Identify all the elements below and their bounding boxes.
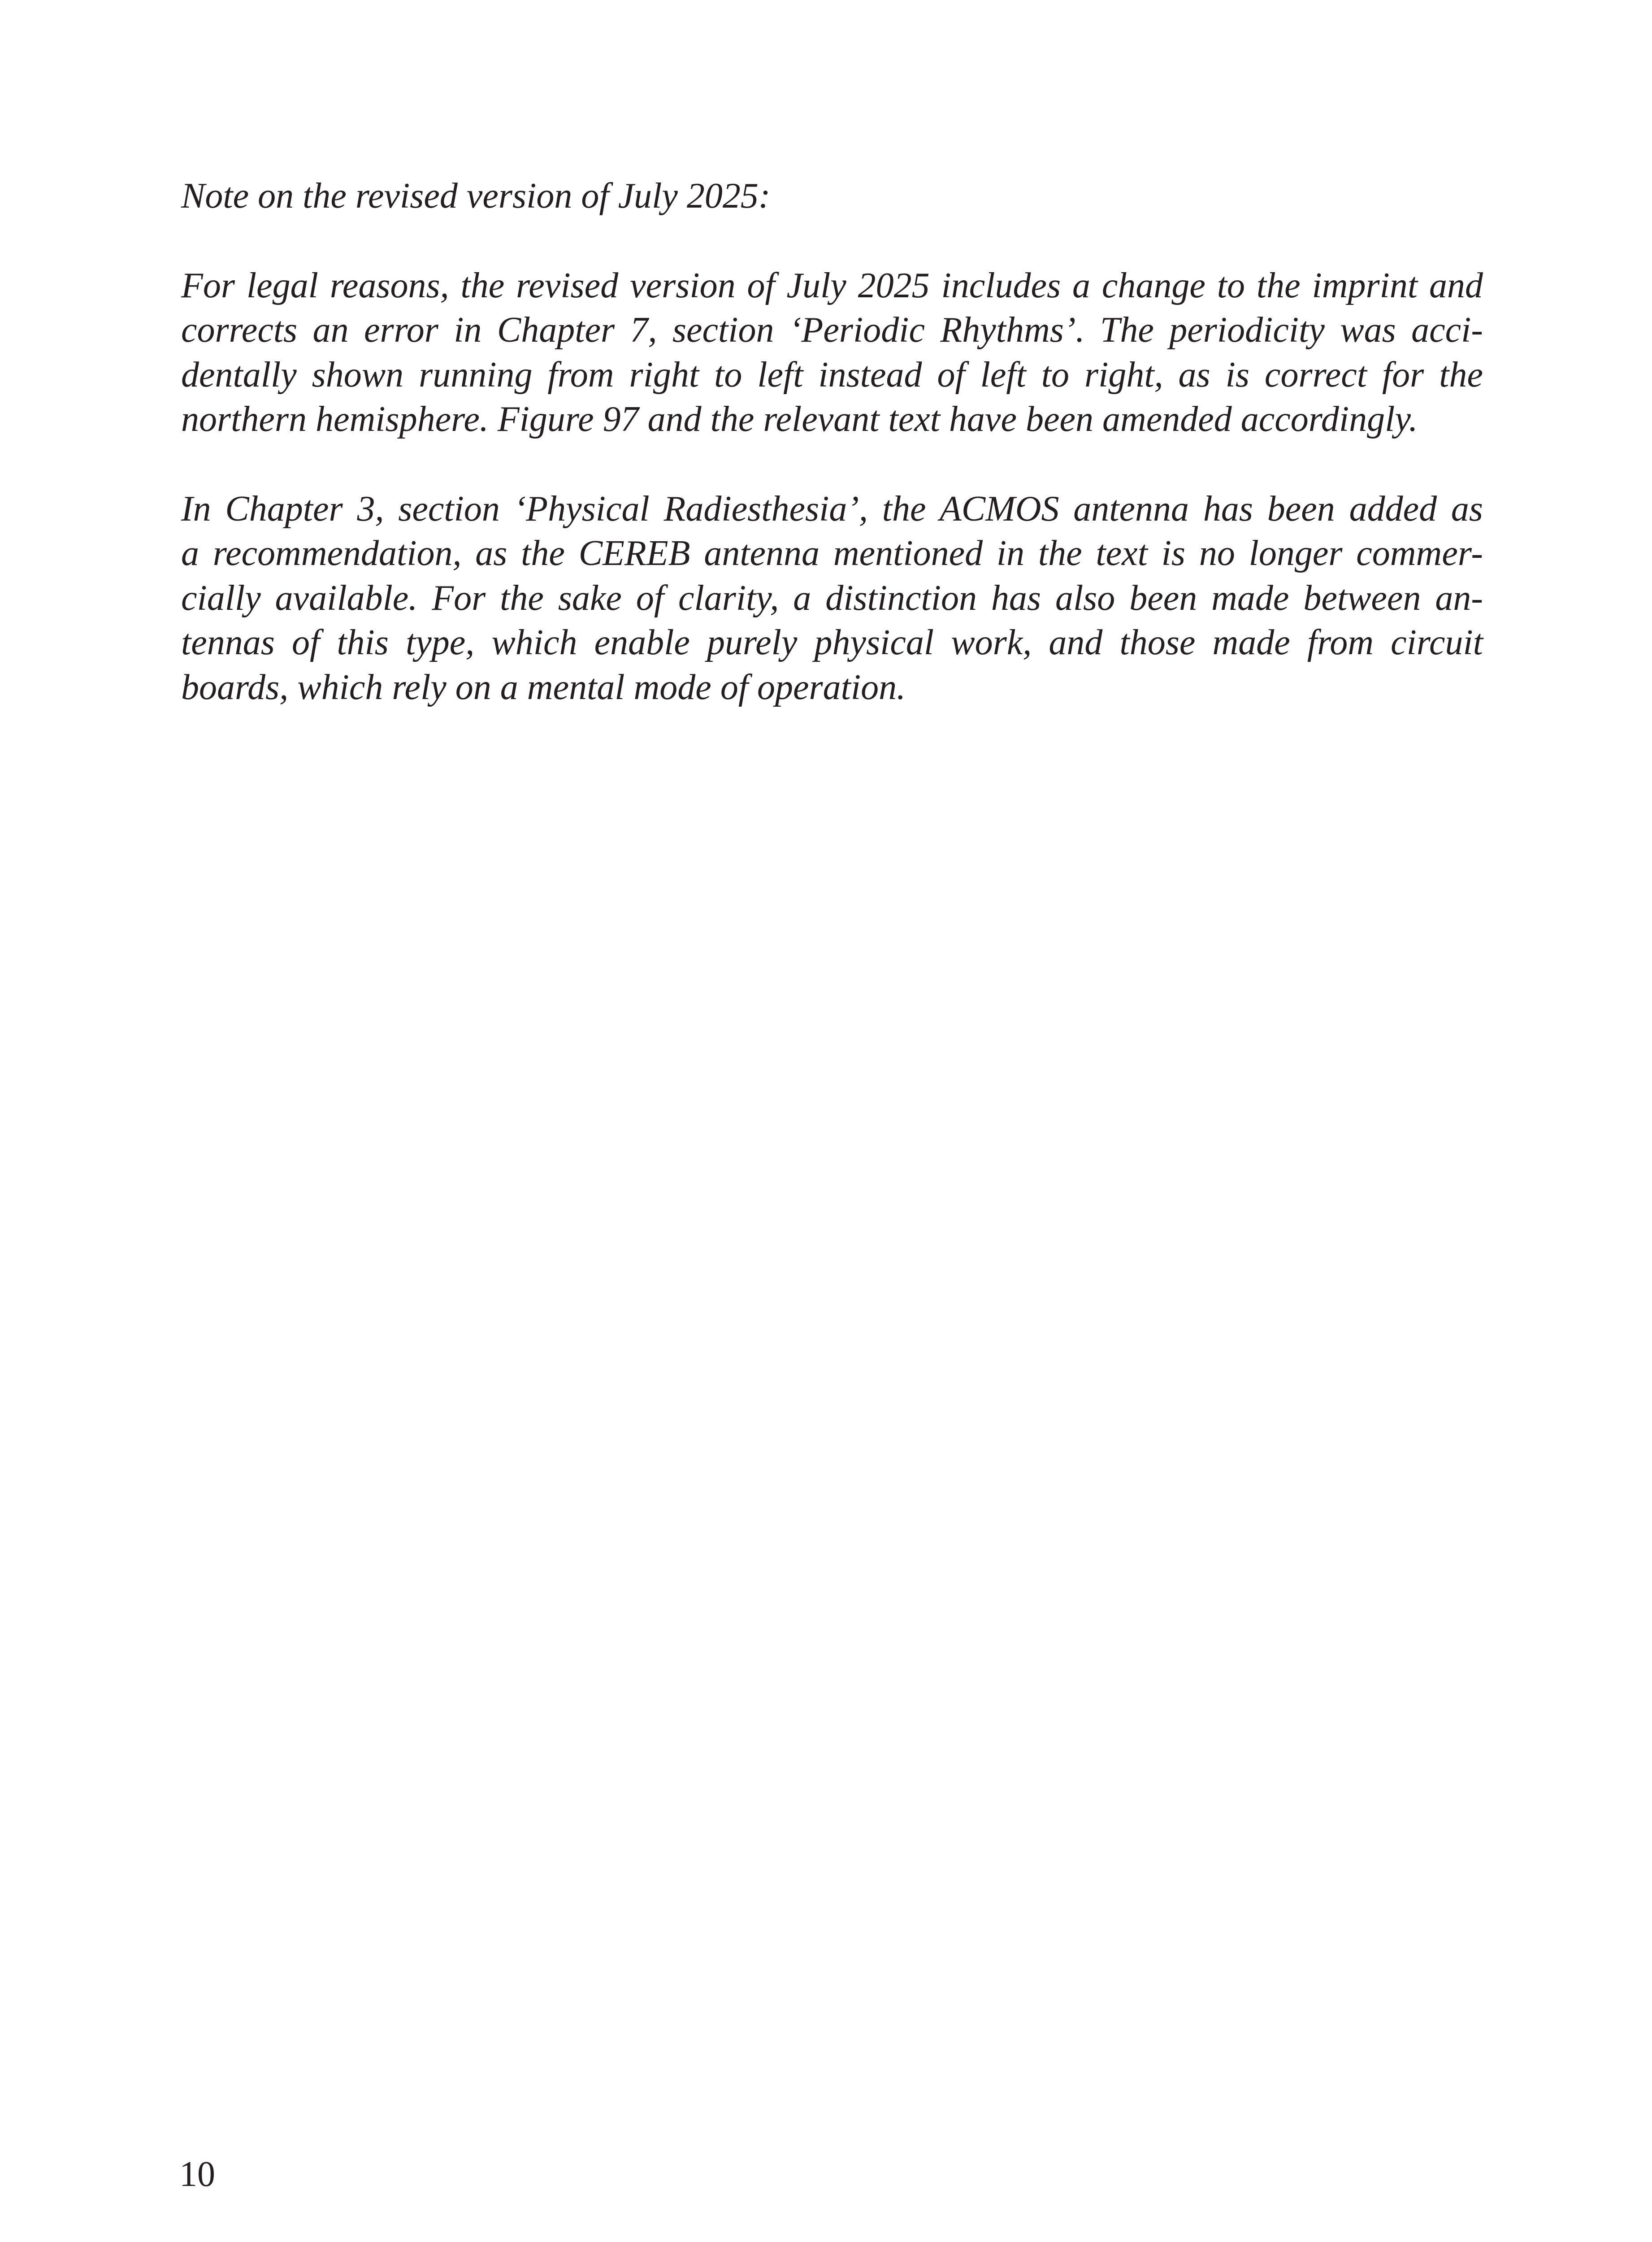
text-block: [181, 174, 1483, 755]
paragraph-line: For legal reasons, the revised version of July 2025 includes a change to the imprint and: [181, 265, 1483, 305]
paragraph-line: corrects an error in Chapter 7, section ‘Periodic Rhythms’. The periodicity was acci-: [181, 310, 1483, 350]
paragraph-line: a recommendation, as the CEREB antenna mentioned in the text is no longer commer-: [181, 534, 1483, 573]
page-number: 10: [179, 2155, 215, 2194]
paragraph-line: In Chapter 3, section ‘Physical Radiesthesia’, the ACMOS antenna has been added as: [181, 489, 1483, 529]
paragraph-chapter-3: [181, 487, 1483, 710]
paragraph-line: tennas of this type, which enable purely physical work, and those made from circuit: [181, 623, 1483, 662]
note-heading: Note on the revised version of July 2025:: [181, 176, 771, 216]
paragraph-line: dentally shown running from right to left instead of left to right, as is correct for the: [181, 355, 1483, 395]
paragraph-line: northern hemisphere. Figure 97 and the relevant text have been amended accordingly.: [181, 400, 1418, 439]
paragraph-line: boards, which rely on a mental mode of operation.: [181, 667, 906, 707]
paragraph-legal-reasons: [181, 264, 1483, 442]
paragraph-line: cially available. For the sake of clarity, a distinction has also been made between an-: [181, 578, 1483, 618]
